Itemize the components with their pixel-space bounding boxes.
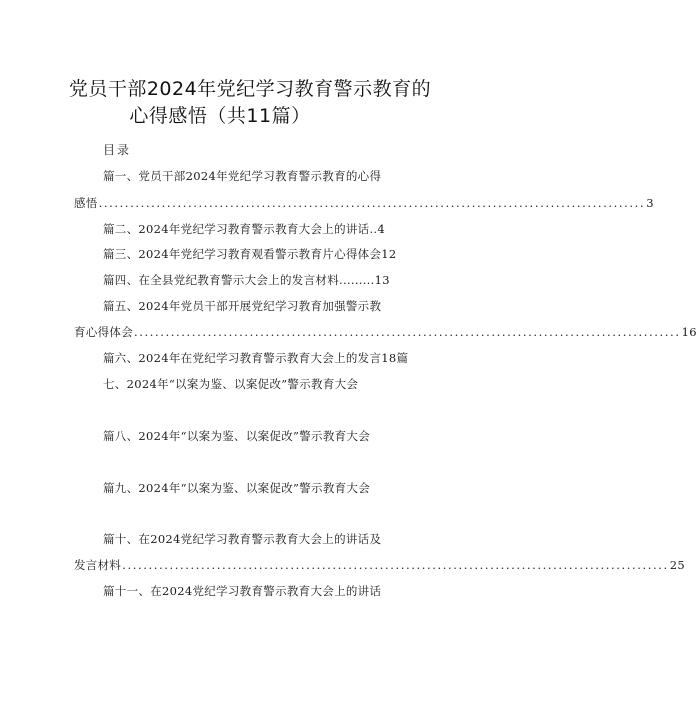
toc-item-11[interactable]: 篇十一、在2024党纪学习教育警示教育大会上的讲话 <box>103 584 382 598</box>
document-title-line-2: 心得感悟（共11篇） <box>129 105 311 127</box>
toc-item-1-page: 3 <box>646 196 654 210</box>
toc-item-2[interactable]: 篇二、2024年党纪学习教育警示教育大会上的讲话..4 <box>103 222 385 236</box>
toc-item-5-title[interactable]: 篇五、2024年党员干部开展党纪学习教育加强警示教 <box>103 299 382 313</box>
toc-item-10-title-cont: 发言材料 <box>74 558 122 572</box>
toc-item-5-leader[interactable] <box>74 324 697 340</box>
toc-item-7[interactable]: 七、2024年“以案为鉴、以案促改”警示教育大会 <box>103 377 359 391</box>
toc-item-6[interactable]: 篇六、2024年在党纪学习教育警示教育大会上的发言18篇 <box>103 351 409 365</box>
toc-item-10-title[interactable]: 篇十、在2024党纪学习教育警示教育大会上的讲话及 <box>103 532 382 546</box>
toc-item-8[interactable]: 篇八、2024年“以案为鉴、以案促改”警示教育大会 <box>103 429 371 443</box>
toc-item-1-leader[interactable] <box>74 195 654 211</box>
toc-item-1-title[interactable]: 篇一、党员干部2024年党纪学习教育警示教育的心得 <box>103 169 382 183</box>
toc-item-10-page: 25 <box>669 558 686 572</box>
toc-item-5-page: 16 <box>681 325 697 339</box>
document-title-line-1: 党员干部2024年党纪学习教育警示教育的 <box>68 78 432 100</box>
toc-item-5-title-cont: 育心得体会 <box>74 325 133 339</box>
toc-item-9[interactable]: 篇九、2024年“以案为鉴、以案促改”警示教育大会 <box>103 481 371 495</box>
toc-item-3[interactable]: 篇三、2024年党纪学习教育观看警示教育片心得体会12 <box>103 247 397 261</box>
toc-heading: 目录 <box>103 143 132 157</box>
toc-item-4[interactable]: 篇四、在全县党纪教育警示大会上的发言材料.........13 <box>103 273 390 287</box>
toc-item-1-dots: ........................................................................................................ <box>98 196 646 210</box>
toc-item-5-dots: ........................................................................................................ <box>134 325 681 339</box>
toc-item-1-title-cont: 感悟 <box>74 196 98 210</box>
toc-item-10-dots: ........................................................................................................ <box>122 558 669 572</box>
toc-item-10-leader[interactable] <box>74 557 686 573</box>
